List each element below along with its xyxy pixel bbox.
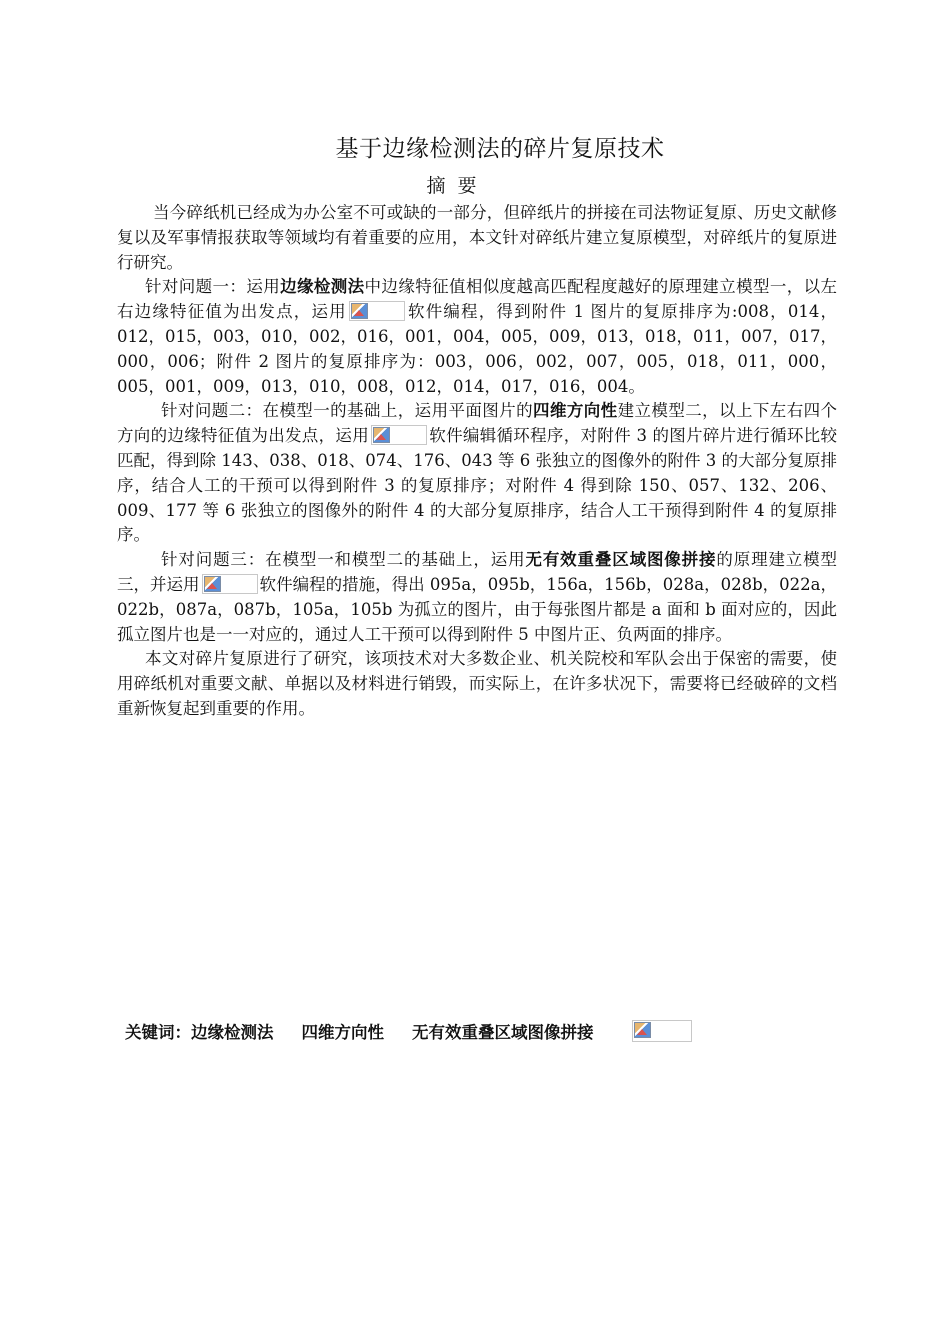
abstract-paragraph-intro: 当今碎纸机已经成为办公室不可或缺的一部分，但碎纸片的拼接在司法物证复原、历史文献修复以及军事情报获取等领域均有着重要的应用，本文针对碎纸片建立复原模型，对碎纸片的复原进行研究。 [117, 203, 837, 272]
abstract-body [117, 201, 837, 722]
keywords-label: 关键词： [125, 1023, 191, 1042]
broken-image-icon [349, 301, 405, 321]
image-placeholder-icon [634, 1022, 651, 1038]
broken-image-icon [632, 1020, 692, 1042]
problem-3-text-c: 软件编程的措施，得出 095a，095b，156a，156b，028a，028b，022a，022b，087a，087b，105a，105b 为孤立的图片，由于每张图片都是 a 面和 b 面对应的，因此孤立图片也是一一对应的，通过人工干预可以得到附件 5 中图片正、负两面的排序。 [117, 574, 838, 644]
keywords-line [125, 1019, 694, 1047]
abstract-paragraph-problem-2 [117, 399, 837, 548]
problem-2-text-b: 建立模型二，以上下左右四个方向的边缘特征值为出发点，运用 [117, 401, 838, 446]
problem-3-text-a: 针对问题三：在模型一和模型二的基础上，运用 [161, 550, 526, 570]
keyword-2: 四维方向性 [301, 1023, 384, 1042]
abstract-paragraph-problem-3 [117, 548, 837, 647]
broken-image-icon [371, 425, 427, 445]
problem-1-text-a: 针对问题一：运用 [145, 277, 281, 297]
image-placeholder-icon [204, 576, 221, 592]
abstract-heading: 摘要 [426, 175, 489, 197]
keyword-3: 无有效重叠区域图像拼接 [412, 1023, 594, 1042]
problem-1-text-b: 中边缘特征值相似度越高匹配程度越好的原理建立模型一，以左右边缘特征值为出发点，运用 [117, 277, 838, 322]
problem-2-text-c: 软件编辑循环程序，对附件 3 的图片碎片进行循环比较匹配，得到除 143、038、018、074、176、043 等 6 张独立的图像外的附件 3 的大部分复原排序，结合人工的干预可以得到附件 3 的复原排序；对附件 4 得到除 150、057、132、206、009、177 等 6 张独立的图像外的附件 4 的大部分复原排序，结合人工干预得到附件 4 的复原排序。 [117, 426, 837, 545]
abstract-paragraph-conclusion: 本文对碎片复原进行了研究，该项技术对大多数企业、机关院校和军队会出于保密的需要，使用碎纸机对重要文献、单据以及材料进行销毁，而实际上，在许多状况下，需要将已经破碎的文档重新恢复起到重要的作用。 [117, 649, 837, 718]
image-placeholder-icon [373, 427, 390, 443]
abstract-paragraph-problem-1 [117, 275, 837, 399]
broken-image-icon [202, 574, 258, 594]
problem-2-text-a: 针对问题二：在模型一的基础上，运用平面图片的 [161, 401, 534, 421]
problem-3-keyword: 无有效重叠区域图像拼接 [525, 550, 717, 570]
problem-1-text-c: 软件编程，得到附件 1 图片的复原排序为:008，014，012，015，003，010，002，016，001，004，005，009，013，018，011，007，017，000，006；附件 2 图片的复原排序为：003，006，002，007，005，018，011，000，005，001，009，013，010，008，012，014，017，016，004。 [117, 302, 838, 396]
document-title: 基于边缘检测法的碎片复原技术 [335, 136, 665, 162]
keyword-1: 边缘检测法 [191, 1023, 274, 1042]
problem-1-keyword: 边缘检测法 [280, 277, 365, 297]
problem-3-text-b: 的原理建立模型三，并运用 [117, 550, 838, 594]
image-placeholder-icon [351, 303, 368, 319]
problem-2-keyword: 四维方向性 [533, 401, 618, 421]
